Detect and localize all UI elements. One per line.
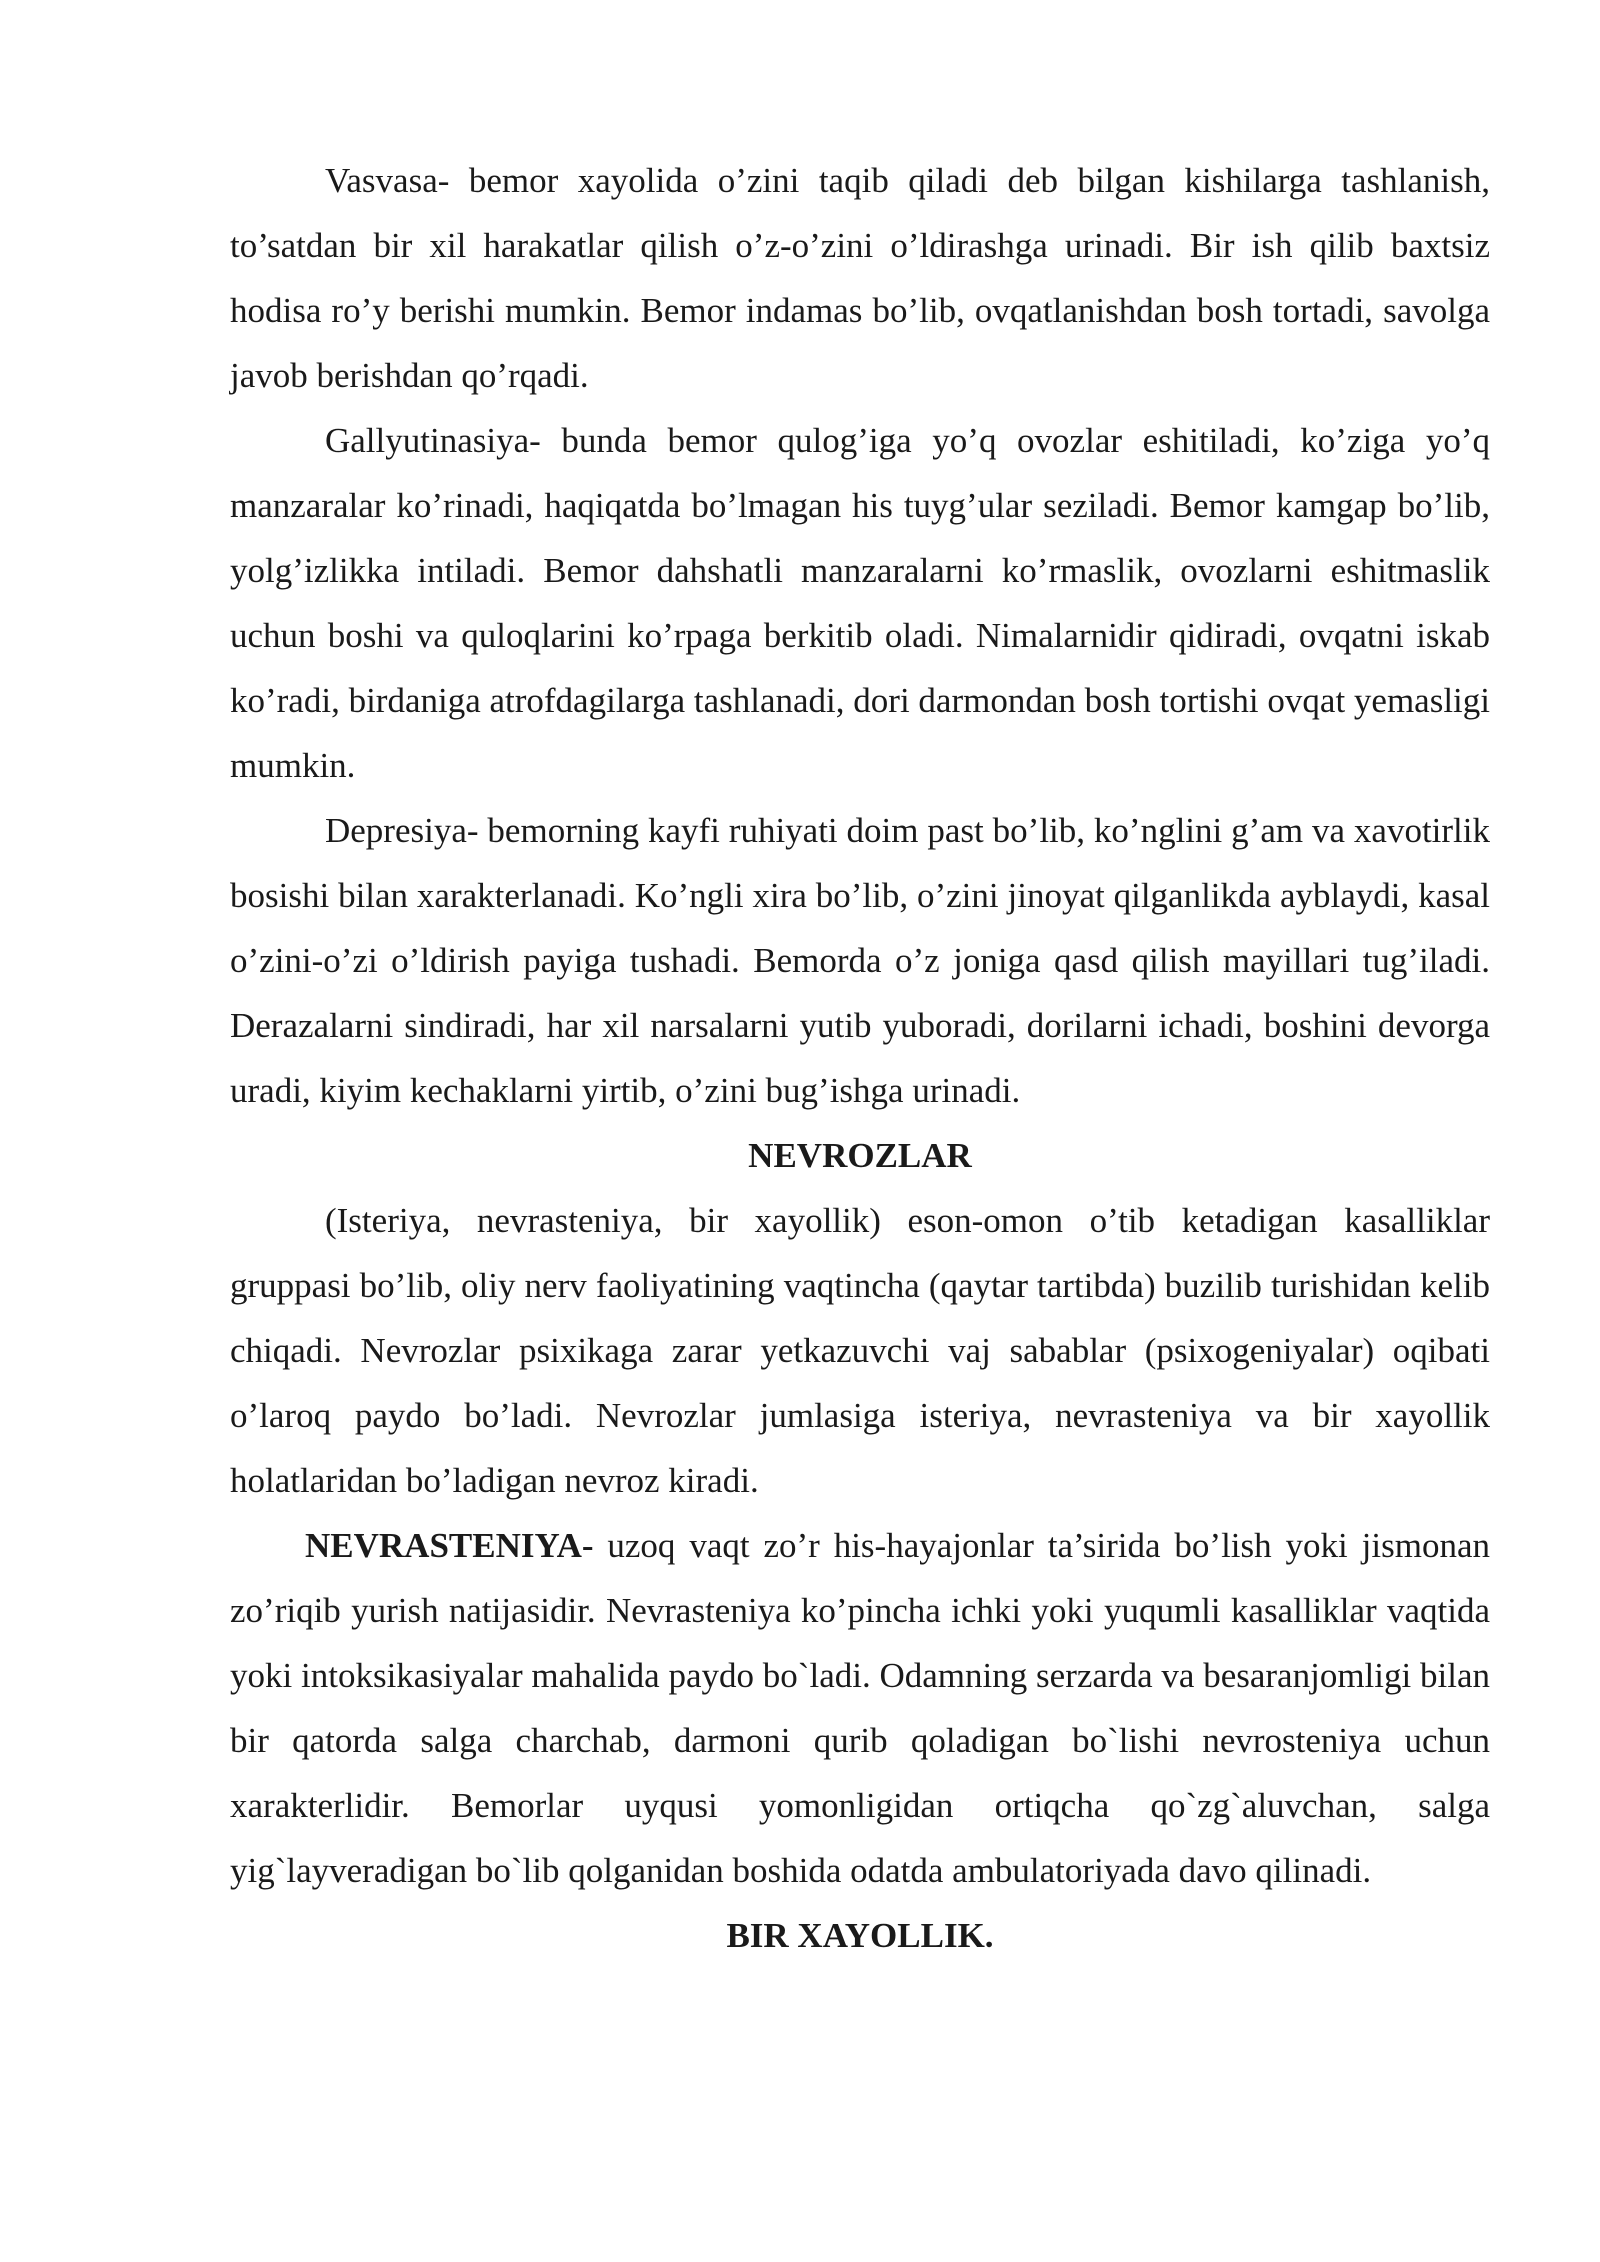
paragraph-nevrasteniya xyxy=(230,1513,1490,1903)
paragraph-nevrasteniya-body: uzoq vaqt zo’r his-hayajonlar ta’sirida bo’lish yoki jismonan zo’riqib yurish natijasidir. Nevrasteniya ko’pincha ichki yoki yuqumli kasalliklar vaqtida yoki intoksikasiyalar mahalida paydo bo`ladi. Odamning serzarda va besaranjomligi bilan bir qatorda salga charchab, darmoni qurib qoladigan bo`lishi nevrosteniya uchun xarakterlidir. Bemorlar uyqusi yomonligidan ortiqcha qo`zg`aluvchan, salga yig`layveradigan bo`lib qolganidan boshida odatda ambulatoriyada davo qilinadi. xyxy=(230,1526,1490,1890)
paragraph-depresiya: Depresiya- bemorning kayfi ruhiyati doim past bo’lib, ko’nglini g’am va xavotirlik bosishi bilan xarakterlanadi. Ko’ngli xira bo’lib, o’zini jinoyat qilganlikda ayblaydi, kasal o’zini-o’zi o’ldirish payiga tushadi. Bemorda o’z joniga qasd qilish mayillari tug’iladi. Derazalarni sindiradi, har xil narsalarni yutib yuboradi, dorilarni ichadi, boshini devorga uradi, kiyim kechaklarni yirtib, o’zini bug’ishga urinadi. xyxy=(230,811,1490,1110)
heading-bir-xayollik: BIR XAYOLLIK. xyxy=(726,1916,994,1955)
paragraph-nevrozlar-intro: (Isteriya, nevrasteniya, bir xayollik) eson-omon o’tib ketadigan kasalliklar gruppasi bo’lib, oliy nerv faoliyatining vaqtincha (qaytar tartibda) buzilib turishidan kelib chiqadi. Nevrozlar psixikaga zarar yetkazuvchi vaj sabablar (psixogeniyalar) oqibati o’laroq paydo bo’ladi. Nevrozlar jumlasiga isteriya, nevrasteniya va bir xayollik holatlaridan bo’ladigan nevroz kiradi. xyxy=(230,1201,1490,1500)
term-nevrasteniya: NEVRASTENIYA- xyxy=(305,1526,594,1565)
heading-nevrozlar: NEVROZLAR xyxy=(748,1136,972,1175)
paragraph-gallyutinasiya: Gallyutinasiya- bunda bemor qulog’iga yo’q ovozlar eshitiladi, ko’ziga yo’q manzaralar ko’rinadi, haqiqatda bo’lmagan his tuyg’ular seziladi. Bemor kamgap bo’lib, yolg’izlikka intiladi. Bemor dahshatli manzaralarni ko’rmaslik, ovozlarni eshitmaslik uchun boshi va quloqlarini ko’rpaga berkitib oladi. Nimalarnidir qidiradi, ovqatni iskab ko’radi, birdaniga atrofdagilarga tashlanadi, dori darmondan bosh tortishi ovqat yemasligi mumkin. xyxy=(230,421,1490,785)
document-page xyxy=(230,148,1490,1968)
paragraph-vasvasa: Vasvasa- bemor xayolida o’zini taqib qiladi deb bilgan kishilarga tashlanish, to’satdan bir xil harakatlar qilish o’z-o’zini o’ldirashga urinadi. Bir ish qilib baxtsiz hodisa ro’y berishi mumkin. Bemor indamas bo’lib, ovqatlanishdan bosh tortadi, savolga javob berishdan qo’rqadi. xyxy=(230,161,1490,395)
